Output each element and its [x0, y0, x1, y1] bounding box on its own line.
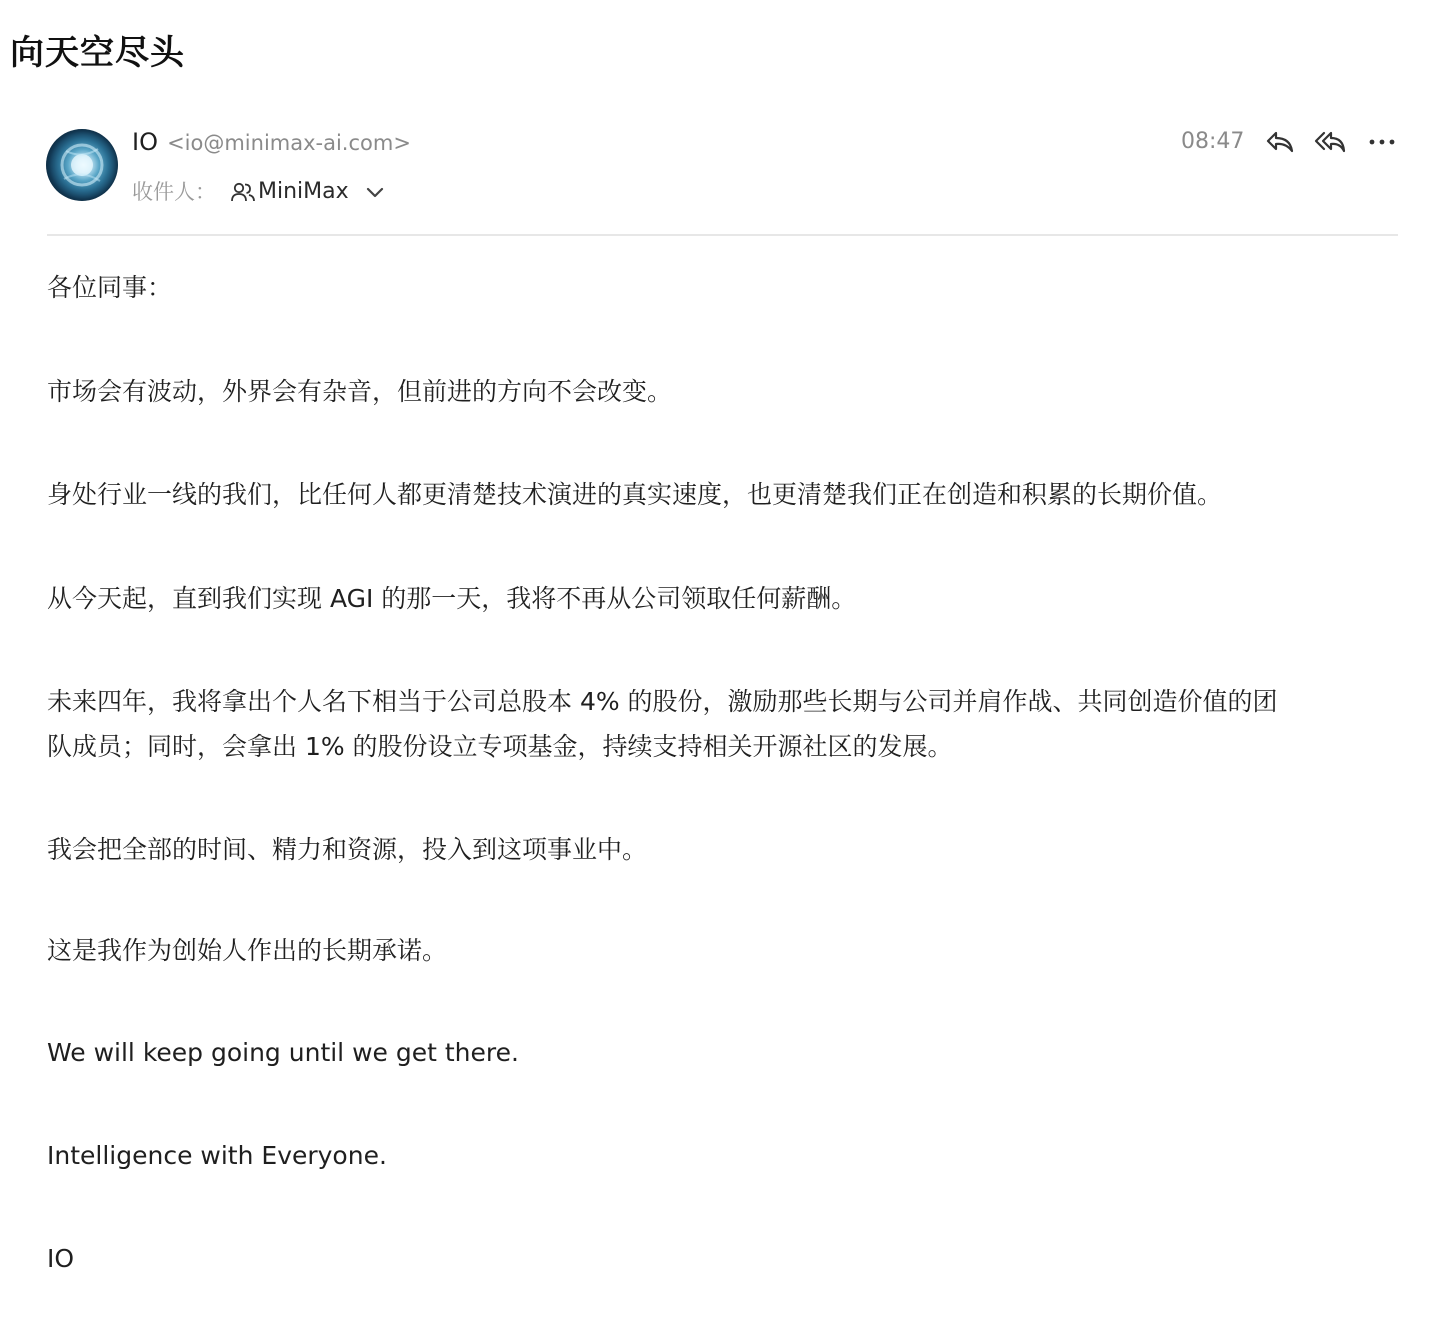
more-icon[interactable]	[1366, 127, 1398, 157]
body-paragraph: 市场会有波动，外界会有杂音，但前进的方向不会改变。	[47, 377, 673, 406]
body-paragraph: 从今天起，直到我们实现 AGI 的那一天，我将不再从公司领取任何薪酬。	[47, 584, 857, 613]
recipient-line	[132, 174, 385, 210]
body-paragraph: 我会把全部的时间、精力和资源，投入到这项事业中。	[47, 835, 648, 864]
reply-all-icon[interactable]	[1314, 127, 1346, 157]
chevron-down-icon[interactable]	[365, 185, 385, 199]
body-paragraph: 这是我作为创始人作出的长期承诺。	[47, 936, 448, 965]
signature: IO	[47, 1244, 75, 1273]
email-time: 08:47	[1181, 129, 1245, 154]
body-paragraph: 队成员；同时，会拿出 1% 的股份设立专项基金，持续支持相关开源社区的发展。	[47, 732, 953, 761]
reply-icon[interactable]	[1264, 127, 1296, 157]
body-paragraph: 未来四年，我将拿出个人名下相当于公司总股本 4% 的股份，激励那些长期与公司并肩作战、共同创造价值的团	[47, 687, 1278, 716]
email-subject: 向天空尽头	[10, 33, 185, 73]
body-paragraph: 身处行业一线的我们，比任何人都更清楚技术演进的真实速度，也更清楚我们正在创造和积累的长期价值。	[47, 480, 1223, 509]
people-icon	[230, 181, 256, 203]
recipient-label: 收件人：	[132, 180, 216, 204]
body-paragraph: We will keep going until we get there.	[47, 1038, 519, 1067]
sender-name[interactable]: IO	[132, 128, 158, 156]
header-divider	[47, 234, 1398, 236]
sender-avatar[interactable]	[46, 129, 118, 201]
body-paragraph: Intelligence with Everyone.	[47, 1141, 387, 1170]
greeting-text: 各位同事：	[47, 273, 173, 302]
avatar-image	[46, 129, 118, 201]
sender-email[interactable]: <io@minimax-ai.com>	[167, 131, 411, 155]
sender-line	[132, 124, 411, 160]
recipient-name[interactable]: MiniMax	[258, 179, 349, 204]
